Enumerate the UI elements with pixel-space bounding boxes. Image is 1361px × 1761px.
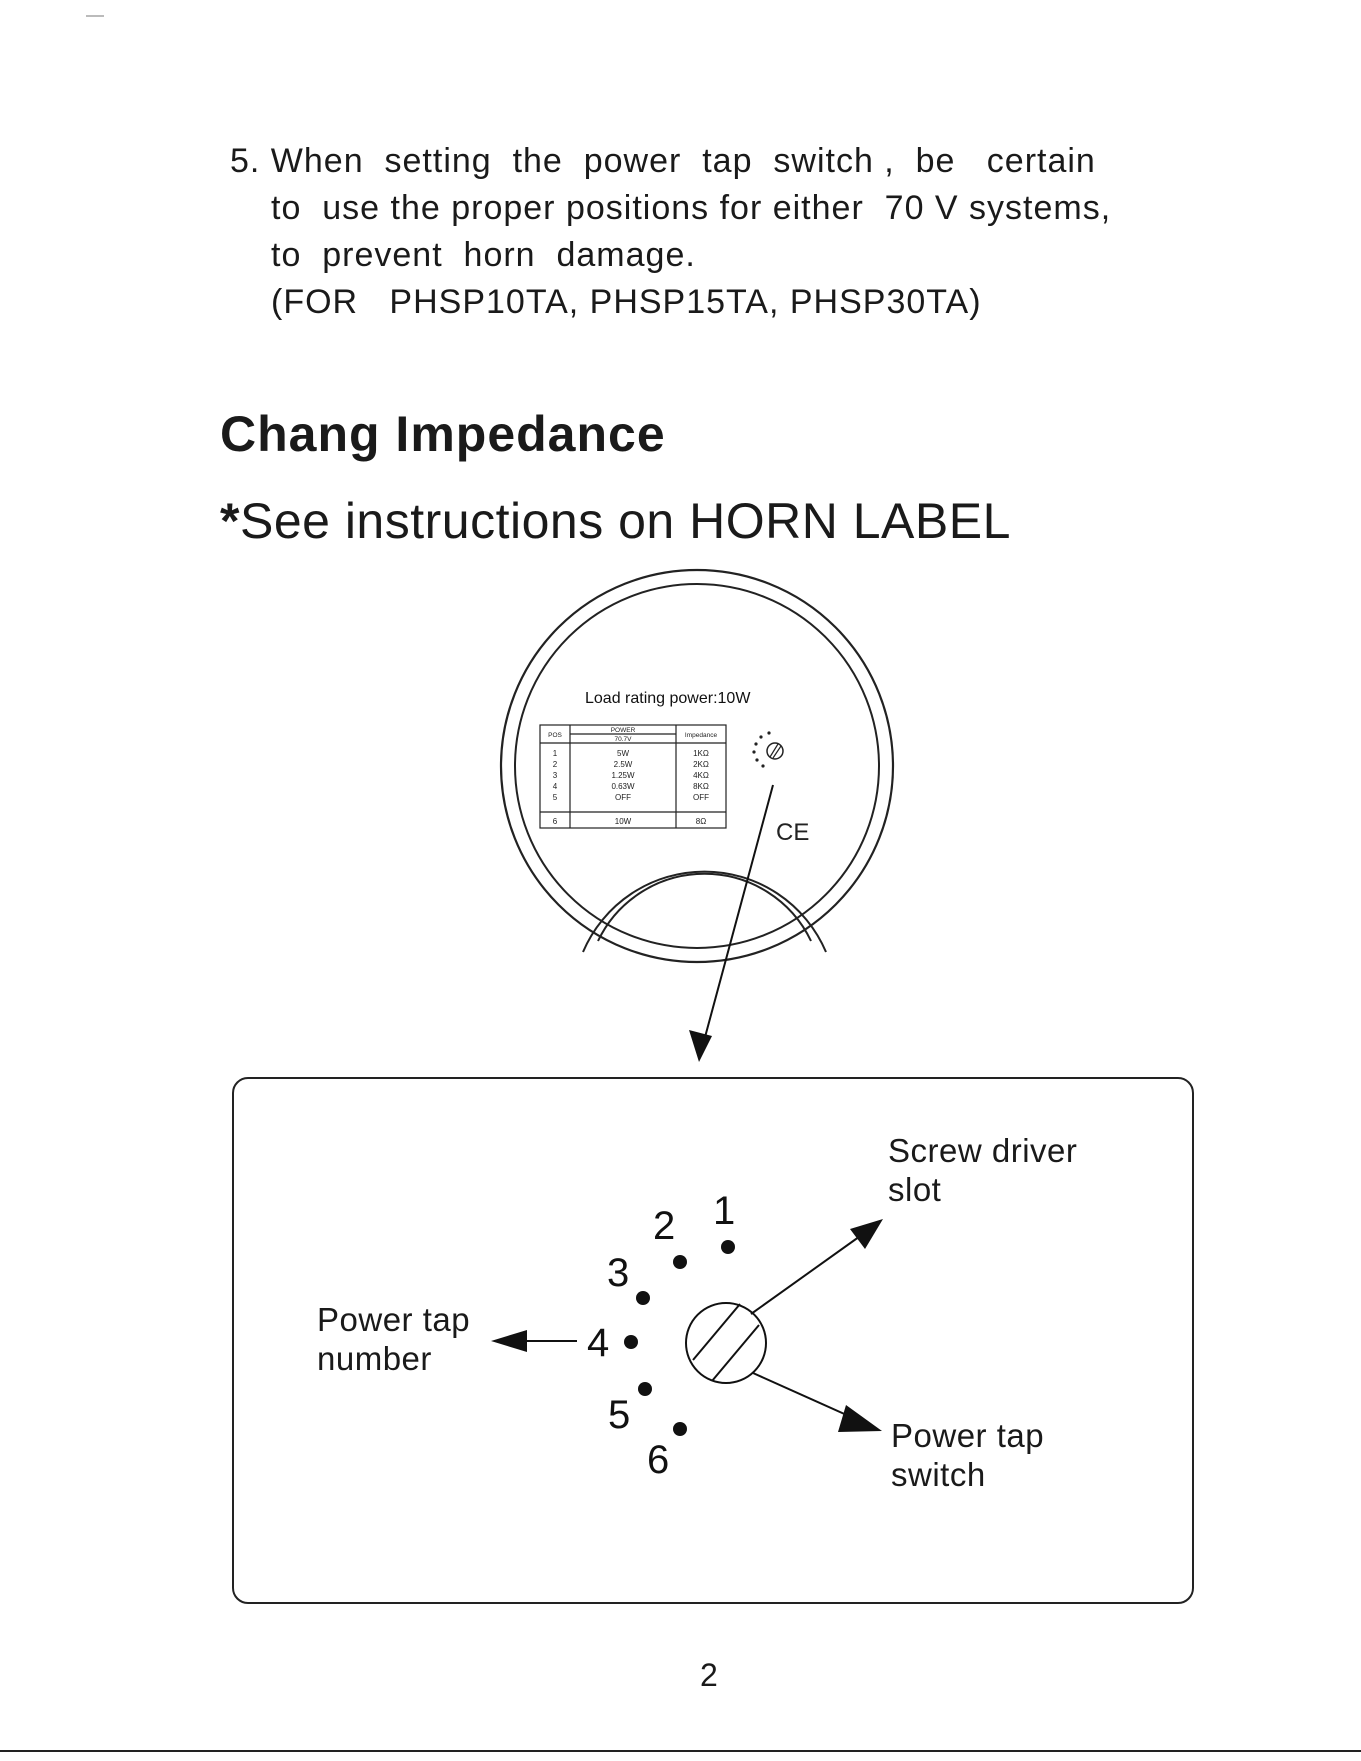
table-cell: 2 xyxy=(552,760,558,769)
table-cell: 3 xyxy=(552,771,558,780)
table-cell: 0.63W xyxy=(611,782,635,791)
note-text: See instructions on HORN LABEL xyxy=(239,493,1011,549)
table-cell: 1 xyxy=(552,749,558,758)
mini-tap-switch-icon xyxy=(752,731,783,767)
tap-dot-2 xyxy=(673,1255,687,1269)
table-cell: 1.25W xyxy=(611,771,635,780)
tap-dot-6 xyxy=(673,1422,687,1436)
load-rating-text: Load rating power:10W xyxy=(585,690,751,707)
tap-number-5: 5 xyxy=(608,1393,631,1437)
table-cell: OFF xyxy=(615,793,631,802)
tap-number-arrow-head xyxy=(491,1330,527,1352)
power-tap-switch-label: Power tap switch xyxy=(891,1417,1045,1493)
table-cell: 8Ω xyxy=(695,817,707,826)
step-line: 5. When setting the power tap switch , be certain xyxy=(230,142,1096,180)
ce-mark: CE xyxy=(776,819,810,846)
table-cell: 5 xyxy=(552,793,558,802)
tap-dot-3 xyxy=(636,1291,650,1305)
tap-number-4: 4 xyxy=(587,1321,610,1365)
zoom-arrow-head xyxy=(689,1030,712,1062)
table-header-power: POWER xyxy=(610,727,636,734)
tap-position-dots xyxy=(624,1240,735,1436)
page-number: 2 xyxy=(700,1657,718,1693)
step-line: to prevent horn damage. xyxy=(271,236,696,274)
tap-number-2: 2 xyxy=(653,1204,676,1248)
switch-arrow-head xyxy=(838,1405,882,1432)
table-cell: 2KΩ xyxy=(693,760,709,769)
table-cell: 4 xyxy=(552,782,558,791)
bottom-rule xyxy=(0,1750,1361,1752)
step-line: to use the proper positions for either 70 V systems, xyxy=(271,189,1112,227)
slot-arrow-head xyxy=(850,1219,883,1249)
screw-driver-slot-label: Screw driver slot xyxy=(888,1132,1078,1208)
table-cell: 6 xyxy=(552,817,558,826)
section-heading: Chang Impedance xyxy=(220,406,666,462)
horn-notch xyxy=(598,874,811,941)
table-header-impedance: Impedance xyxy=(684,732,718,739)
slot-arrow xyxy=(751,1229,870,1314)
tap-number-1: 1 xyxy=(713,1189,736,1233)
table-header-pos: POS xyxy=(548,732,562,739)
tap-number-6: 6 xyxy=(647,1438,670,1482)
tap-number-3: 3 xyxy=(607,1251,630,1295)
table-cell: 1KΩ xyxy=(693,749,709,758)
table-cell: 10W xyxy=(614,817,632,826)
step-line: (FOR PHSP10TA, PHSP15TA, PHSP30TA) xyxy=(271,283,982,321)
table-cell: 2.5W xyxy=(613,760,633,769)
table-header-voltage: 70.7V xyxy=(614,736,632,743)
table-cell: 5W xyxy=(617,749,629,758)
tap-dot-5 xyxy=(638,1382,652,1396)
tap-dot-4 xyxy=(624,1335,638,1349)
table-cell: 4KΩ xyxy=(693,771,709,780)
zoom-arrow xyxy=(701,785,773,1052)
table-cell: 8KΩ xyxy=(693,782,709,791)
table-cell: OFF xyxy=(693,793,709,802)
tap-dot-1 xyxy=(721,1240,735,1254)
tap-switch-icon xyxy=(686,1303,766,1383)
power-tap-number-label: Power tap number xyxy=(317,1301,471,1377)
asterisk-icon: * xyxy=(220,493,240,549)
